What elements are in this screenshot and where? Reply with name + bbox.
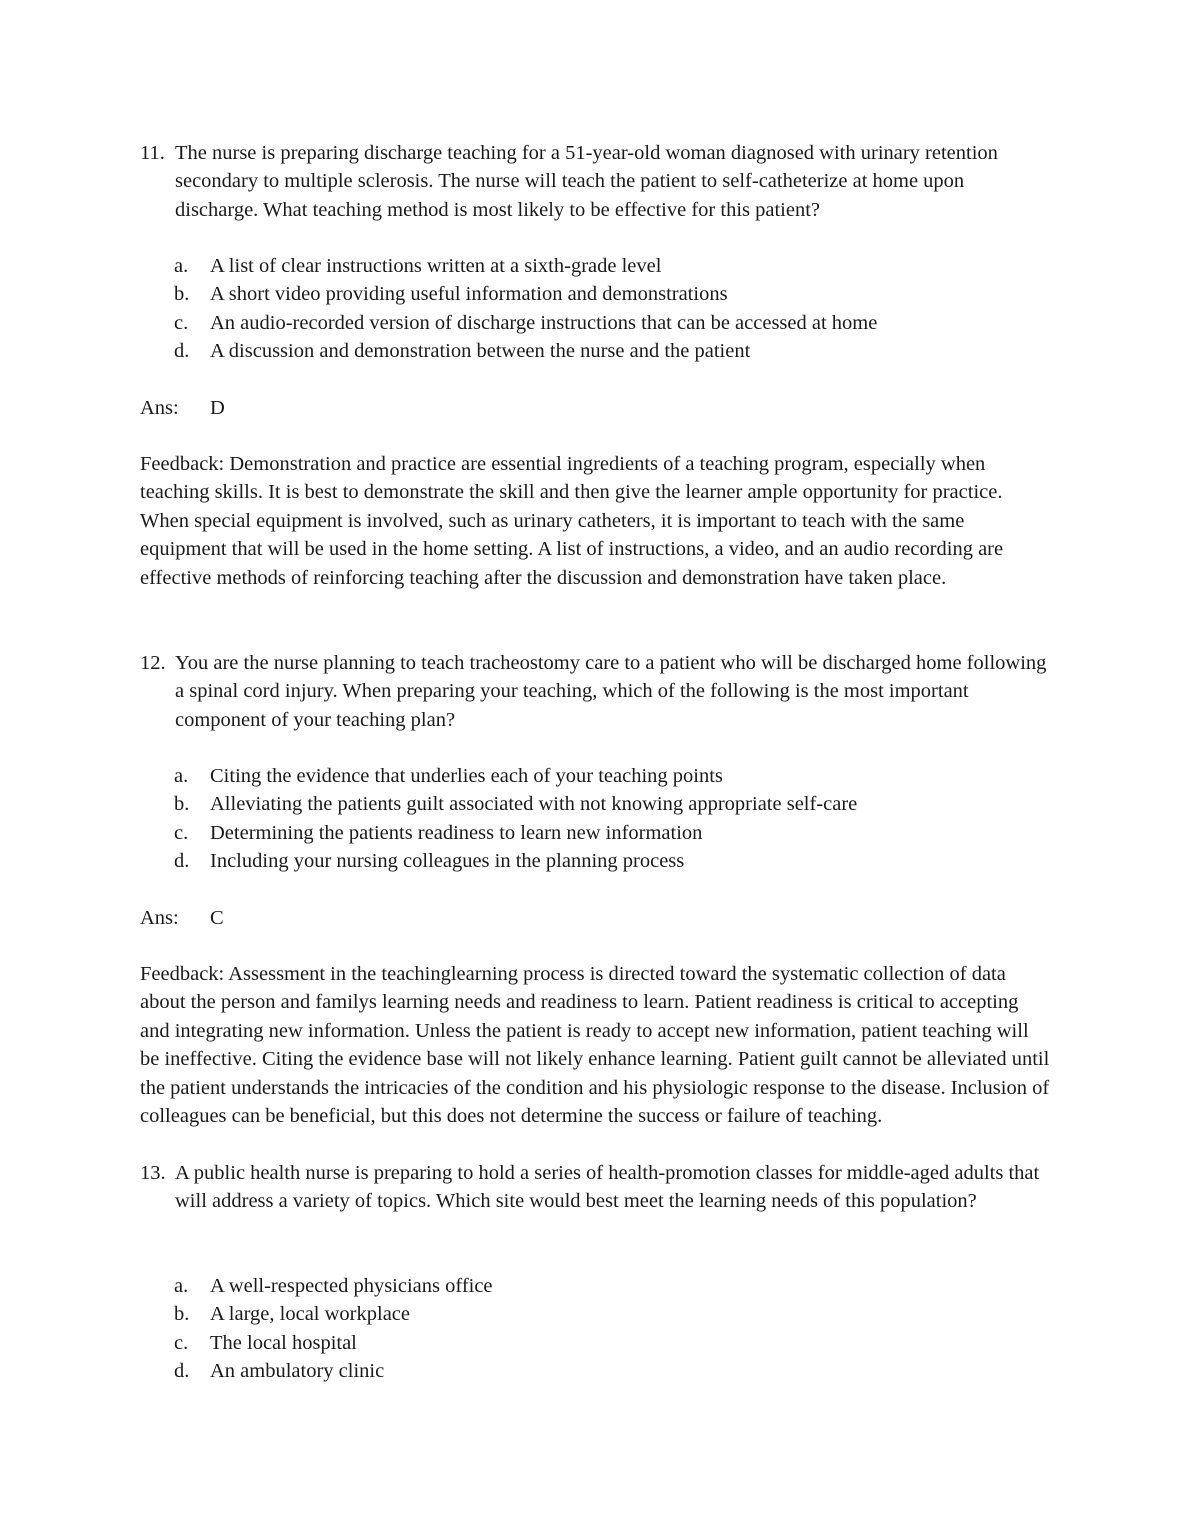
option-item xyxy=(174,790,1054,818)
option-text: Including your nursing colleagues in the planning process xyxy=(210,850,685,873)
option-item xyxy=(174,1300,1054,1328)
option-text: A well-respected physicians office xyxy=(210,1275,493,1297)
answer-label: Ans: xyxy=(140,397,179,419)
option-letter: d. xyxy=(174,1360,190,1383)
option-item xyxy=(174,819,1054,847)
option-item xyxy=(174,337,1054,365)
option-letter: b. xyxy=(174,1303,190,1326)
option-letter: a. xyxy=(174,255,189,277)
question-number: 12. xyxy=(140,652,166,674)
option-item xyxy=(174,1329,1054,1357)
question-13-options xyxy=(174,1272,1054,1386)
option-letter: a. xyxy=(174,1275,189,1297)
question-12-stem xyxy=(140,649,1052,734)
question-text: You are the nurse planning to teach tracheostomy care to a patient who will be discharged home following a spinal cord injury. When preparing your teaching, which of the following is the most important component of your teaching plan? xyxy=(175,652,1047,731)
option-letter: c. xyxy=(174,311,189,334)
option-text: A short video providing useful information and demonstrations xyxy=(210,283,728,306)
question-text: A public health nurse is preparing to hold a series of health-promotion classes for middle-aged adults that will address a variety of topics. Which site would best meet the learning needs of this population? xyxy=(175,1162,1040,1213)
option-item xyxy=(174,1357,1054,1385)
option-text: A discussion and demonstration between the nurse and the patient xyxy=(210,340,751,363)
option-letter: b. xyxy=(174,793,190,816)
option-item xyxy=(174,762,1054,790)
option-text: The local hospital xyxy=(210,1331,357,1354)
question-11-feedback: Feedback: Demonstration and practice are essential ingredients of a teaching program, especially when teaching skills. It is best to demonstrate the skill and then give the learner ample opportunity for practice. When special equipment is involved, such as urinary catheters, it is important to teach with the same equipment that will be used in the home setting. A list of instructions, a video, and an audio recording are effective methods of reinforcing teaching after the discussion and demonstration have taken place. xyxy=(140,453,1004,589)
option-text: A large, local workplace xyxy=(210,1303,410,1326)
question-text: The nurse is preparing discharge teaching for a 51-year-old woman diagnosed with urinary retention secondary to multiple sclerosis. The nurse will teach the patient to self-catheterize at home upon discharge. What teaching method is most likely to be effective for this patient? xyxy=(175,142,998,221)
option-item xyxy=(174,847,1054,875)
answer-label: Ans: xyxy=(140,907,179,929)
option-letter: b. xyxy=(174,283,190,306)
option-item xyxy=(174,280,1054,308)
option-text: An audio-recorded version of discharge instructions that can be accessed at home xyxy=(210,311,878,334)
answer-value: C xyxy=(210,907,224,929)
option-letter: c. xyxy=(174,1331,189,1354)
question-11-stem xyxy=(140,139,1052,224)
option-text: Citing the evidence that underlies each of your teaching points xyxy=(210,765,723,787)
question-number: 11. xyxy=(140,142,165,164)
question-13-stem xyxy=(140,1159,1052,1216)
question-number: 13. xyxy=(140,1162,166,1184)
question-11-options xyxy=(174,252,1054,366)
option-letter: c. xyxy=(174,821,189,844)
option-item xyxy=(174,1272,1054,1300)
option-text: Alleviating the patients guilt associated with not knowing appropriate self-care xyxy=(210,793,858,816)
option-letter: a. xyxy=(174,765,189,787)
question-12-feedback: Feedback: Assessment in the teachinglearning process is directed toward the systematic collection of data about the person and familys learning needs and readiness to learn. Patient readiness is critical to accepting and integrating new information. Unless the patient is ready to accept new information, patient teaching will be ineffective. Citing the evidence base will not likely enhance learning. Patient guilt cannot be alleviated until the patient understands the intricacies of the condition and his physiologic response to the disease. Inclusion of colleagues can be beneficial, but this does not determine the success or failure of teaching. xyxy=(140,963,1050,1128)
option-text: A list of clear instructions written at a sixth-grade level xyxy=(210,255,662,277)
option-letter: d. xyxy=(174,850,190,873)
question-12-options xyxy=(174,762,1054,876)
option-text: An ambulatory clinic xyxy=(210,1360,385,1383)
answer-value: D xyxy=(210,397,225,419)
option-item xyxy=(174,252,1054,280)
option-letter: d. xyxy=(174,340,190,363)
option-text: Determining the patients readiness to learn new information xyxy=(210,821,703,844)
option-item xyxy=(174,309,1054,337)
